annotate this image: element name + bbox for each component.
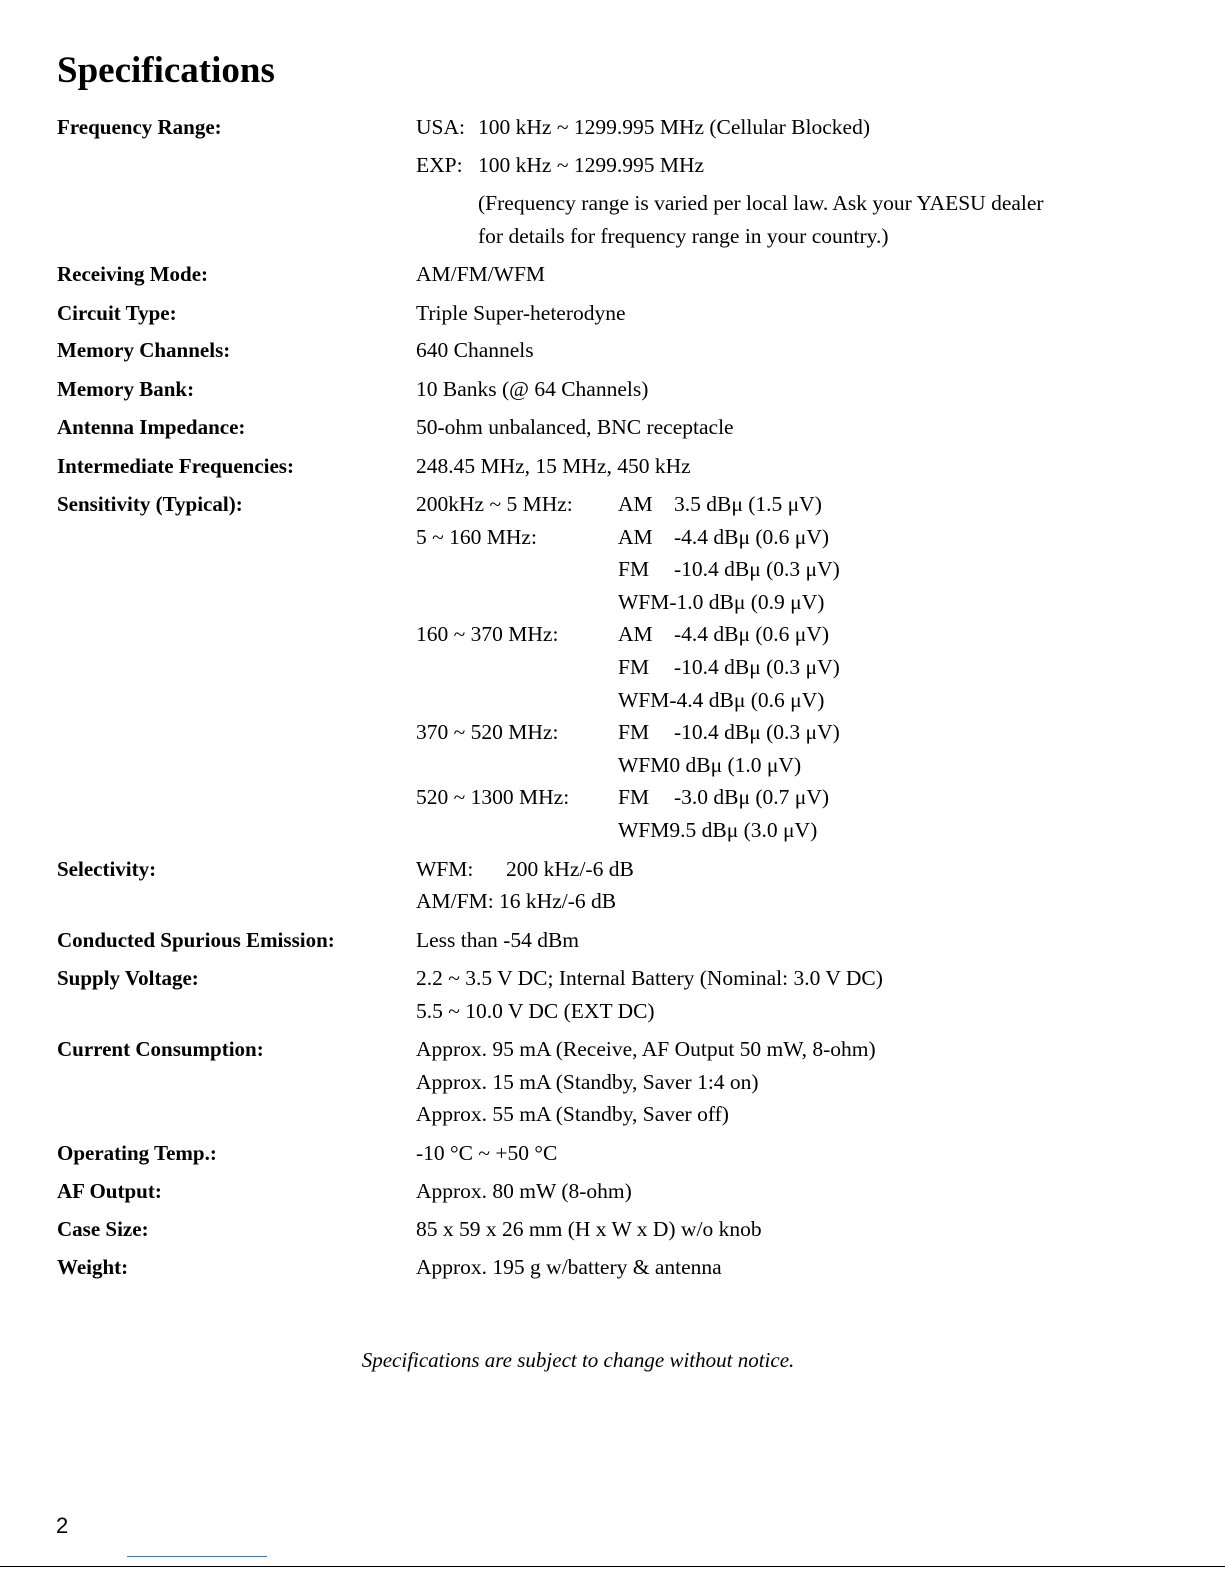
selectivity-wfm-key: WFM: — [416, 857, 474, 881]
sensitivity-mode: AM — [618, 525, 653, 549]
spec-value-af-output: Approx. 80 mW (8-ohm) — [416, 1179, 632, 1203]
spec-value-receiving-mode: AM/FM/WFM — [416, 262, 546, 286]
spec-label-intermediate-frequencies: Intermediate Frequencies: — [57, 454, 294, 478]
sensitivity-band: 200kHz ~ 5 MHz: — [416, 492, 573, 516]
sensitivity-mode: WFM9.5 dBμ (3.0 μV) — [618, 818, 818, 842]
frequency-exp-value: 100 kHz ~ 1299.995 MHz — [478, 153, 705, 177]
sensitivity-level: -4.4 dBμ (0.6 μV) — [674, 525, 830, 549]
spec-label-supply-voltage: Supply Voltage: — [57, 966, 199, 990]
sensitivity-level: -10.4 dBμ (0.3 μV) — [674, 557, 840, 581]
spec-value-intermediate-frequencies: 248.45 MHz, 15 MHz, 450 kHz — [416, 454, 691, 478]
selectivity-wfm-value: 200 kHz/-6 dB — [506, 857, 634, 881]
spec-label-sensitivity: Sensitivity (Typical): — [57, 492, 243, 516]
spec-label-current-consumption: Current Consumption: — [57, 1037, 264, 1061]
sensitivity-level: -4.4 dBμ (0.6 μV) — [674, 622, 830, 646]
sensitivity-band: 5 ~ 160 MHz: — [416, 525, 537, 549]
page-title: Specifications — [57, 50, 275, 91]
sensitivity-level: -3.0 dBμ (0.7 μV) — [674, 785, 830, 809]
bottom-rule — [0, 1566, 1225, 1567]
sensitivity-band: 520 ~ 1300 MHz: — [416, 785, 570, 809]
spec-value-circuit-type: Triple Super-heterodyne — [416, 301, 626, 325]
frequency-exp-prefix: EXP: — [416, 153, 463, 177]
spec-value-spurious-emission: Less than -54 dBm — [416, 928, 580, 952]
bottom-link-rule — [127, 1556, 267, 1557]
spec-label-memory-bank: Memory Bank: — [57, 377, 195, 401]
spec-label-receiving-mode: Receiving Mode: — [57, 262, 209, 286]
spec-label-weight: Weight: — [57, 1255, 129, 1279]
sensitivity-mode: AM — [618, 622, 653, 646]
sensitivity-mode: FM — [618, 720, 650, 744]
spec-label-antenna-impedance: Antenna Impedance: — [57, 415, 246, 439]
footer-note: Specifications are subject to change without notice. — [361, 1348, 795, 1372]
sensitivity-mode: FM — [618, 655, 650, 679]
sensitivity-mode: WFM0 dBμ (1.0 μV) — [618, 753, 802, 777]
spec-value-memory-channels: 640 Channels — [416, 338, 534, 362]
current-consumption-line: Approx. 95 mA (Receive, AF Output 50 mW, 8-ohm) — [416, 1037, 876, 1061]
spec-label-operating-temp: Operating Temp.: — [57, 1141, 217, 1165]
sensitivity-band: 370 ~ 520 MHz: — [416, 720, 559, 744]
spec-label-memory-channels: Memory Channels: — [57, 338, 231, 362]
spec-label-frequency-range: Frequency Range: — [57, 115, 222, 139]
sensitivity-level: -10.4 dBμ (0.3 μV) — [674, 720, 840, 744]
page-number: 2 — [56, 1513, 69, 1538]
frequency-usa-prefix: USA: — [416, 115, 465, 139]
spec-value-weight: Approx. 195 g w/battery & antenna — [416, 1255, 722, 1279]
spec-label-spurious-emission: Conducted Spurious Emission: — [57, 928, 335, 952]
spec-label-af-output: AF Output: — [57, 1179, 162, 1203]
sensitivity-level: -10.4 dBμ (0.3 μV) — [674, 655, 840, 679]
sensitivity-mode: AM — [618, 492, 653, 516]
spec-value-case-size: 85 x 59 x 26 mm (H x W x D) w/o knob — [416, 1217, 762, 1241]
sensitivity-mode: WFM-4.4 dBμ (0.6 μV) — [618, 688, 825, 712]
frequency-note-line1: (Frequency range is varied per local law. Ask your YAESU dealer — [478, 191, 1044, 215]
current-consumption-line: Approx. 55 mA (Standby, Saver off) — [416, 1102, 729, 1126]
sensitivity-level: 3.5 dBμ (1.5 μV) — [674, 492, 822, 516]
spec-label-case-size: Case Size: — [57, 1217, 149, 1241]
frequency-note-line2: for details for frequency range in your country.) — [478, 224, 889, 248]
spec-value-operating-temp: -10 °C ~ +50 °C — [416, 1141, 558, 1165]
supply-voltage-line: 2.2 ~ 3.5 V DC; Internal Battery (Nominal: 3.0 V DC) — [416, 966, 883, 990]
spec-value-memory-bank: 10 Banks (@ 64 Channels) — [416, 377, 649, 401]
current-consumption-line: Approx. 15 mA (Standby, Saver 1:4 on) — [416, 1070, 759, 1094]
sensitivity-band: 160 ~ 370 MHz: — [416, 622, 559, 646]
frequency-usa-value: 100 kHz ~ 1299.995 MHz (Cellular Blocked) — [478, 115, 870, 139]
supply-voltage-line: 5.5 ~ 10.0 V DC (EXT DC) — [416, 999, 655, 1023]
sensitivity-mode: FM — [618, 557, 650, 581]
sensitivity-mode: WFM-1.0 dBμ (0.9 μV) — [618, 590, 825, 614]
spec-label-circuit-type: Circuit Type: — [57, 301, 177, 325]
spec-label-selectivity: Selectivity: — [57, 857, 157, 881]
spec-value-antenna-impedance: 50-ohm unbalanced, BNC receptacle — [416, 415, 734, 439]
sensitivity-mode: FM — [618, 785, 650, 809]
selectivity-amfm-line: AM/FM: 16 kHz/-6 dB — [416, 889, 617, 913]
